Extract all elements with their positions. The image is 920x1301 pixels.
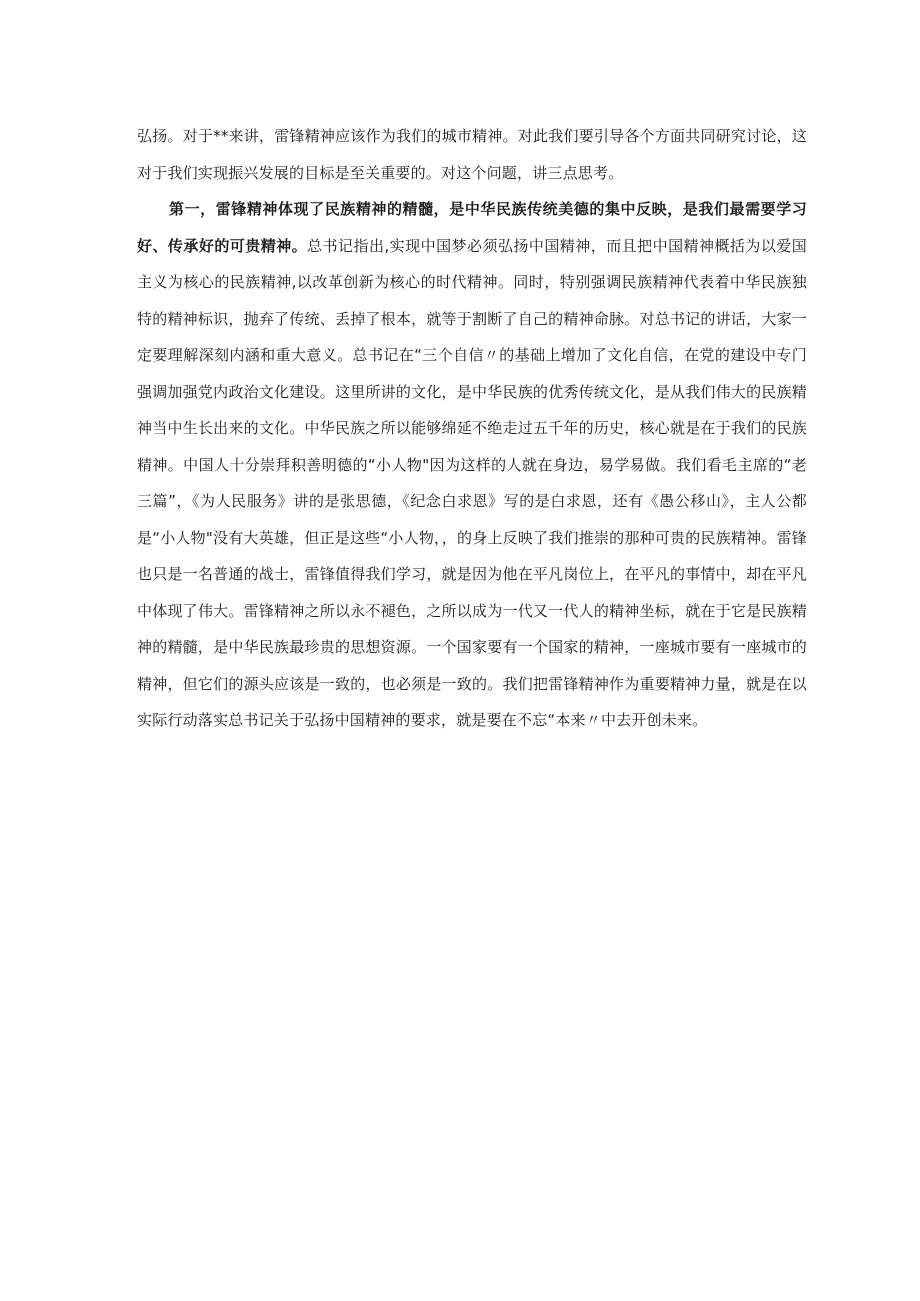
paragraph-intro [137, 118, 807, 191]
paragraph-point-one-lead: 第一，雷锋精神体现了民族精神的精髓，是中华民族传统美德的集中反映，是我们最需要学习好、传承好的可贵精神。 [137, 200, 807, 255]
document-page [137, 118, 807, 739]
paragraph-point-one-text: 总书记指出,实现中国梦必须弘扬中国精神，而且把中国精神概括为以爱国主义为核心的民族精神,以改革创新为核心的时代精神。同时，特别强调民族精神代表着中华民族独特的精神标识，抛弃了传统、丢掉了根本，就等于割断了自己的精神命脉。对总书记的讲话，大家一定要理解深刻内涵和重大意义。总书记在“三个自信〃的基础上增加了文化自信，在党的建设中专门强调加强党内政治文化建设。这里所讲的文化，是中华民族的优秀传统文化，是从我们伟大的民族精神当中生长出来的文化。中华民族之所以能够绵延不绝走过五千年的历史，核心就是在于我们的民族精神。中国人十分崇拜积善明德的“小人物"因为这样的人就在身边，易学易做。我们看毛主席的“老三篇”，《为人民服务》讲的是张思德，《纪念白求恩》写的是白求恩，还有《愚公移山》，主人公都是“小人物"没有大英雄，但正是这些“小人物，，的身上反映了我们推崇的那种可贵的民族精神。雷锋也只是一名普通的战士，雷锋值得我们学习，就是因为他在平凡岗位上，在平凡的事情中，却在平凡中体现了伟大。雷锋精神之所以永不褪色，之所以成为一代又一代人的精神坐标，就在于它是民族精神的精髓，是中华民族最珍贵的思想资源。一个国家要有一个国家的精神，一座城市要有一座城市的精神，但它们的源头应该是一致的，也必须是一致的。我们把雷锋精神作为重要精神力量，就是在以实际行动落实总书记关于弘扬中国精神的要求，就是要在不忘“本来〃中去开创未来。 [137, 236, 807, 729]
paragraph-intro-text: 弘扬。对于**来讲，雷锋精神应该作为我们的城市精神。对此我们要引导各个方面共同研究讨论，这对于我们实现振兴发展的目标是至关重要的。对这个问题，讲三点思考。 [137, 127, 807, 182]
paragraph-point-one [137, 191, 807, 739]
